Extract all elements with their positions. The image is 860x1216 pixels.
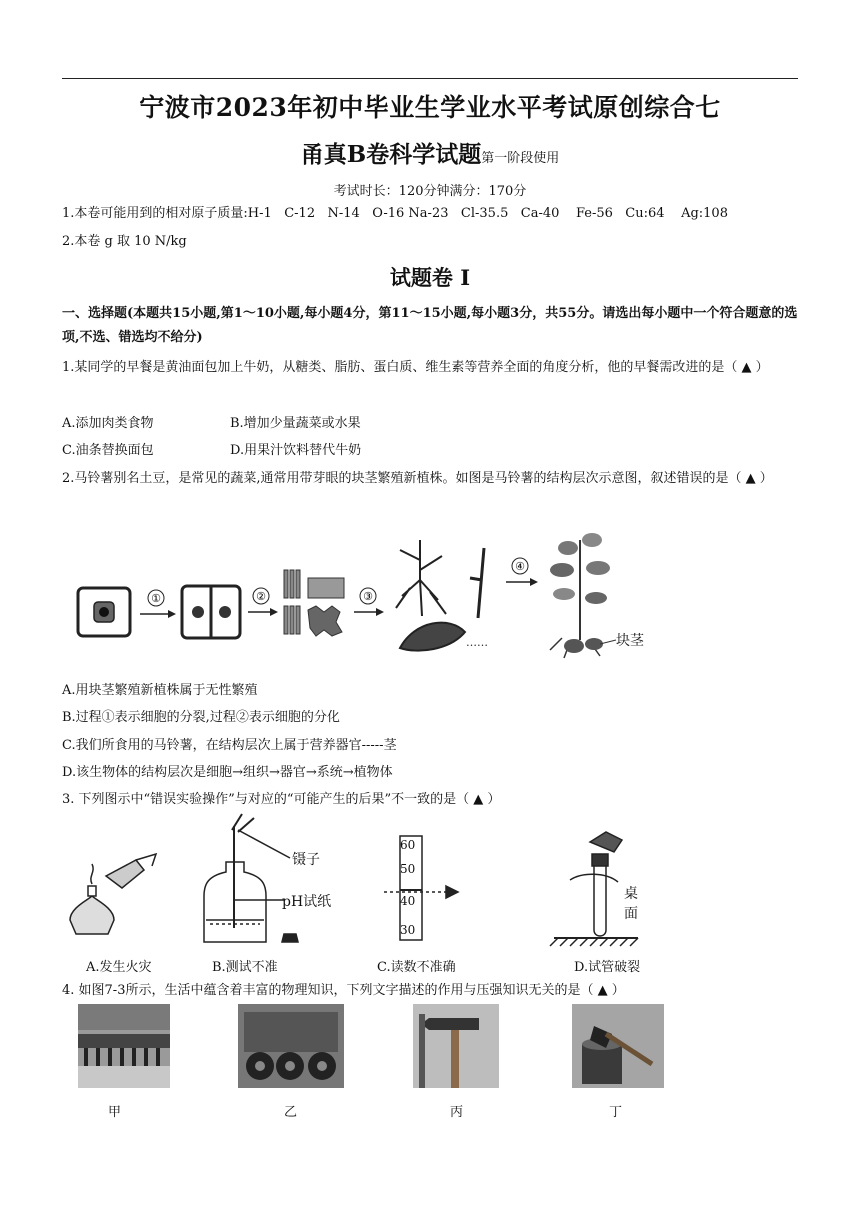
- alcohol-lamp-figure: [70, 854, 156, 934]
- q2-stem: 2.马铃薯别名土豆，是常见的蔬菜,通常用带芽眼的块茎繁殖新植株。如图是马铃薯的结构层次示意图，叙述错误的是（ ▲ ）: [62, 471, 773, 486]
- arrow-step-2: [248, 588, 278, 616]
- q1-options-row2: [62, 439, 802, 463]
- atomic-mass-item: Fe-56: [575, 206, 613, 221]
- tissues-figure: [284, 570, 344, 636]
- q4-caption-jia: 甲: [108, 1105, 122, 1120]
- q1-option-d: D.用果汁饮料替代牛奶: [230, 443, 362, 458]
- arrow-step-3: [354, 588, 384, 616]
- axe-photo: [572, 1004, 664, 1088]
- q2-option-d: D.该生物体的结构层次是细胞→组织→器官→系统→植物体: [62, 765, 393, 780]
- part1-instructions: 一、选择题(本题共15小题,第1～10小题,每小题4分，第11～15小题,每小题3分，共55分。请选出每小题中一个符合题意的选项,不选、错选均不给分): [62, 306, 798, 345]
- q3-stem: 3. 下列图示中“错误实验操作”与对应的“可能产生的后果”不一致的是（ ▲ ）: [62, 792, 501, 807]
- q1-stem: 1.某同学的早餐是黄油面包加上牛奶，从糖类、脂肪、蛋白质、维生素等营养全面的角度分析，他的早餐需改进的是（ ▲ ）: [62, 360, 769, 375]
- atomic-mass-item: Ag:108: [681, 206, 728, 221]
- q3-caption-a: A.发生火灾: [86, 960, 152, 975]
- q1-options-row1: [62, 412, 802, 436]
- atomic-mass-item: Cl-35.5: [460, 206, 509, 221]
- svg-text:①: ①: [151, 592, 161, 605]
- q3-caption-d: D.试管破裂: [574, 960, 641, 975]
- cylinder-reading-figure: [384, 836, 458, 940]
- arrow-step-4: [506, 558, 538, 586]
- q2-option-b: B.过程①表示细胞的分裂,过程②表示细胞的分化: [62, 710, 340, 725]
- single-cell-figure: [78, 588, 130, 636]
- atomic-mass-item: H-1: [247, 206, 272, 221]
- q4-caption-yi: 乙: [284, 1105, 298, 1120]
- note-g-value: 2.本卷 g 取 10 N/kg: [62, 234, 187, 249]
- q4-stem: 4. 如图7-3所示，生活中蕴含着丰富的物理知识，下列文字描述的作用与压强知识无关的是（ ▲ ）: [62, 983, 625, 998]
- tweezers-label: 镊子: [292, 852, 320, 868]
- section-title: 试题卷 I: [389, 265, 471, 290]
- svg-text:桌: 桌: [624, 886, 638, 902]
- dam-photo: [78, 1004, 170, 1088]
- q3-caption-c: C.读数不准确: [377, 960, 456, 975]
- svg-text:②: ②: [256, 590, 266, 603]
- atomic-mass-item: Cu:64: [625, 206, 665, 221]
- q1-option-b: B.增加少量蔬菜或水果: [230, 416, 361, 431]
- organs-figure: [396, 540, 488, 651]
- q3-caption-b: B.测试不准: [212, 960, 278, 975]
- q3-lab-figures: [66, 812, 656, 952]
- stage-note: 第一阶段使用: [481, 151, 560, 166]
- svg-text:30: 30: [400, 923, 416, 937]
- q2-option-c: C.我们所食用的马铃薯，在结构层次上属于营养器官-----茎: [62, 738, 397, 753]
- exam-info: 考试时长：120分钟满分：170分: [333, 184, 527, 199]
- svg-text:50: 50: [400, 862, 416, 876]
- tuber-label: 块茎: [616, 633, 644, 649]
- atomic-mass-item: C-12: [284, 206, 316, 221]
- exam-title: 宁波市2023年初中毕业生学业水平考试原创综合七: [139, 93, 721, 122]
- note-atomic-masses: 1.本卷可能用到的相对原子质量:H-1 C-12 N-14 O-16 Na-23 Cl-35.5 Ca-40 Fe-56 Cu:64 Ag:108: [62, 206, 728, 221]
- svg-text:④: ④: [515, 560, 525, 573]
- q2-option-a: A.用块茎繁殖新植株属于无性繁殖: [62, 683, 258, 698]
- svg-text:40: 40: [400, 894, 416, 908]
- svg-text:面: 面: [624, 906, 638, 922]
- svg-text:60: 60: [400, 838, 416, 852]
- q4-caption-bing: 丙: [450, 1105, 464, 1120]
- q1-option-a: A.添加肉类食物: [62, 416, 154, 431]
- exam-subtitle: [0, 136, 860, 169]
- hammer-photo: [413, 1004, 499, 1088]
- atomic-mass-item: Ca-40: [520, 206, 560, 221]
- atomic-mass-item: O-16 Na-23: [372, 206, 449, 221]
- top-rule: [62, 78, 798, 79]
- potato-plant-figure: [550, 533, 645, 658]
- arrow-step-1: [140, 590, 176, 618]
- test-tube-figure: [550, 832, 638, 946]
- paper-name: 甬真B卷科学试题: [300, 141, 482, 168]
- potato-structure-diagram: [70, 520, 660, 670]
- q4-caption-ding: 丁: [609, 1105, 623, 1120]
- q1-option-c: C.油条替换面包: [62, 443, 154, 458]
- truck-photo: [238, 1004, 344, 1088]
- svg-text:……: ……: [466, 636, 488, 649]
- svg-text:③: ③: [363, 590, 373, 603]
- atomic-mass-item: N-14: [327, 206, 360, 221]
- ph-test-figure: [204, 814, 331, 942]
- dividing-cells-figure: [182, 586, 240, 638]
- ph-paper-label: pH试纸: [282, 894, 332, 910]
